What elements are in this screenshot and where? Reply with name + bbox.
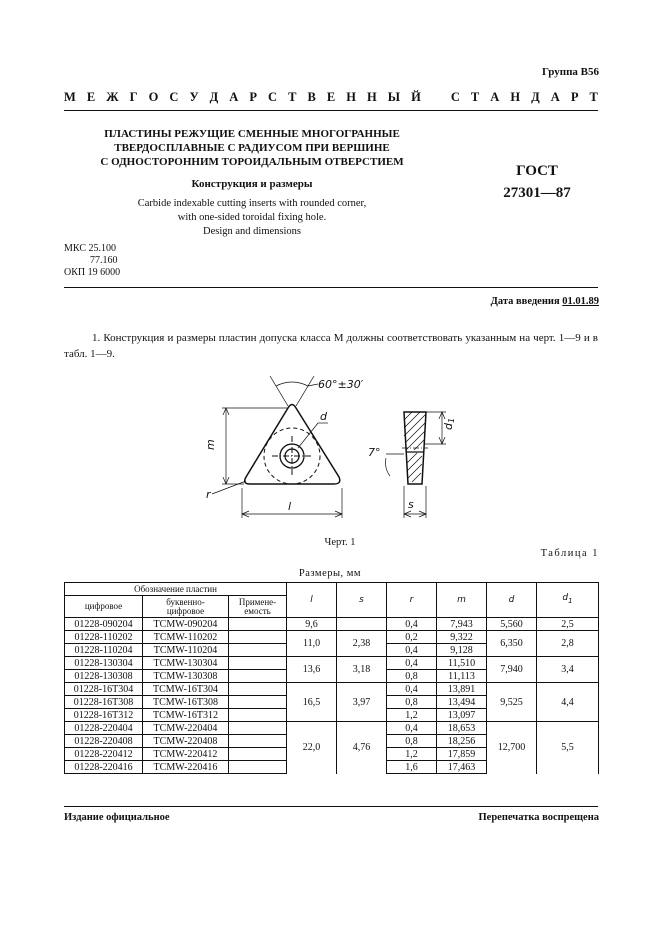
table-number: Таблица 1 bbox=[540, 548, 599, 559]
banner-letter: Н bbox=[346, 90, 356, 104]
cell-digital: 01228-16T312 bbox=[65, 709, 143, 722]
cell-applicability bbox=[229, 618, 287, 631]
cell-digital: 01228-220404 bbox=[65, 722, 143, 735]
banner-letter: А bbox=[229, 90, 239, 104]
angle-label: 60°±30′ bbox=[318, 378, 364, 391]
banner-letter: Т bbox=[470, 90, 480, 104]
footer-reprint: Перепечатка воспрещена bbox=[478, 812, 599, 823]
cell-m: 13,097 bbox=[437, 709, 487, 722]
cell-l: 22,0 bbox=[287, 722, 337, 774]
cell-applicability bbox=[229, 657, 287, 670]
date-label: Дата введения bbox=[490, 296, 560, 307]
cell-l: 11,0 bbox=[287, 631, 337, 657]
cell-d: 12,700 bbox=[487, 722, 537, 774]
cell-r: 0,4 bbox=[387, 722, 437, 735]
cell-m: 11,510 bbox=[437, 657, 487, 670]
cell-d: 5,560 bbox=[487, 618, 537, 631]
cell-m: 13,891 bbox=[437, 683, 487, 696]
cell-digital: 01228-220408 bbox=[65, 735, 143, 748]
banner-letter: О bbox=[148, 90, 159, 104]
dimensions-table bbox=[64, 582, 599, 774]
cell-d1: 2,5 bbox=[537, 618, 599, 631]
header-s: s bbox=[337, 583, 387, 618]
banner-letter: У bbox=[189, 90, 199, 104]
banner-letter: С bbox=[450, 90, 460, 104]
english-title bbox=[72, 197, 432, 239]
cell-l: 13,6 bbox=[287, 657, 337, 683]
cell-m: 17,859 bbox=[437, 748, 487, 761]
cell-r: 1,2 bbox=[387, 748, 437, 761]
table-row bbox=[65, 722, 599, 735]
banner-letter: М bbox=[64, 90, 76, 104]
cell-applicability bbox=[229, 735, 287, 748]
cell-alpha: TCMW-130308 bbox=[143, 670, 229, 683]
cell-d: 7,940 bbox=[487, 657, 537, 683]
cell-m: 11,113 bbox=[437, 670, 487, 683]
cell-d1: 3,4 bbox=[537, 657, 599, 683]
cell-applicability bbox=[229, 670, 287, 683]
cell-alpha: TCMW-16T304 bbox=[143, 683, 229, 696]
header-l: l bbox=[287, 583, 337, 618]
banner-letter: Т bbox=[288, 90, 297, 104]
banner-letter: Е bbox=[86, 90, 96, 104]
title-line: ТВЕРДОСПЛАВНЫЕ С РАДИУСОМ ПРИ ВЕРШИНЕ bbox=[114, 142, 390, 154]
cell-l: 9,6 bbox=[287, 618, 337, 631]
cell-s bbox=[337, 618, 387, 631]
d1-label: d1 bbox=[442, 417, 456, 430]
banner-rule bbox=[64, 110, 598, 111]
cell-applicability bbox=[229, 761, 287, 774]
banner-letter: Н bbox=[366, 90, 377, 104]
cell-d1: 2,8 bbox=[537, 631, 599, 657]
cell-alpha: TCMW-220412 bbox=[143, 748, 229, 761]
banner-letter: Т bbox=[589, 90, 598, 104]
cell-alpha: TCMW-110204 bbox=[143, 644, 229, 657]
cell-digital: 01228-130308 bbox=[65, 670, 143, 683]
cell-alpha: TCMW-220408 bbox=[143, 735, 229, 748]
cell-d1: 5,5 bbox=[537, 722, 599, 774]
cell-m: 13,494 bbox=[437, 696, 487, 709]
banner-letter: Ж bbox=[106, 90, 119, 104]
document-title bbox=[72, 127, 432, 169]
footer-official: Издание официальное bbox=[64, 812, 170, 823]
cell-alpha: TCMW-16T312 bbox=[143, 709, 229, 722]
table-row bbox=[65, 618, 599, 631]
cell-m: 9,322 bbox=[437, 631, 487, 644]
cell-r: 0,4 bbox=[387, 683, 437, 696]
okp-code: ОКП 19 6000 bbox=[64, 267, 121, 278]
mks-code: МКС 25.100 bbox=[64, 243, 116, 254]
banner-letter: С bbox=[268, 90, 278, 104]
header-rule bbox=[64, 287, 598, 288]
cell-digital: 01228-220412 bbox=[65, 748, 143, 761]
cell-digital: 01228-110204 bbox=[65, 644, 143, 657]
cell-applicability bbox=[229, 644, 287, 657]
cell-digital: 01228-110202 bbox=[65, 631, 143, 644]
cell-digital: 01228-16T308 bbox=[65, 696, 143, 709]
cell-m: 7,943 bbox=[437, 618, 487, 631]
cell-d: 9,525 bbox=[487, 683, 537, 722]
date-value: 01.01.89 bbox=[562, 296, 599, 307]
cell-r: 0,4 bbox=[387, 618, 437, 631]
cell-m: 18,653 bbox=[437, 722, 487, 735]
english-title-line: Design and dimensions bbox=[203, 226, 301, 237]
banner-letter: Д bbox=[531, 90, 540, 104]
cell-r: 0,8 bbox=[387, 696, 437, 709]
cell-r: 0,4 bbox=[387, 644, 437, 657]
cell-d: 6,350 bbox=[487, 631, 537, 657]
cell-r: 0,8 bbox=[387, 670, 437, 683]
cell-alpha: TCMW-16T308 bbox=[143, 696, 229, 709]
header-d1: $d_1$ bbox=[537, 583, 599, 618]
banner-letter: Г bbox=[129, 90, 138, 104]
cell-r: 0,8 bbox=[387, 735, 437, 748]
banner-letter: А bbox=[550, 90, 560, 104]
cell-alpha: TCMW-220416 bbox=[143, 761, 229, 774]
cell-digital: 01228-130304 bbox=[65, 657, 143, 670]
table-title: Размеры, мм bbox=[298, 568, 362, 579]
banner-letter: Д bbox=[209, 90, 219, 104]
header-alpha: буквенно- цифровое bbox=[143, 596, 229, 618]
cell-applicability bbox=[229, 709, 287, 722]
d-label: d bbox=[320, 410, 327, 423]
cell-alpha: TCMW-220404 bbox=[143, 722, 229, 735]
standard-number: 27301—87 bbox=[503, 185, 571, 201]
table-row bbox=[65, 631, 599, 644]
document-subtitle: Конструкция и размеры bbox=[191, 178, 313, 190]
cell-s: 3,18 bbox=[337, 657, 387, 683]
banner-letter: Р bbox=[249, 90, 257, 104]
table-row bbox=[65, 657, 599, 670]
m-label: m bbox=[204, 439, 217, 450]
classification-codes bbox=[64, 243, 120, 279]
cell-applicability bbox=[229, 631, 287, 644]
s-label: s bbox=[408, 498, 414, 511]
standard-banner bbox=[64, 90, 598, 105]
cell-r: 1,6 bbox=[387, 761, 437, 774]
header-r: r bbox=[387, 583, 437, 618]
banner-letter: Й bbox=[411, 90, 421, 104]
cell-alpha: TCMW-130304 bbox=[143, 657, 229, 670]
cell-s: 4,76 bbox=[337, 722, 387, 774]
header-m: m bbox=[437, 583, 487, 618]
insert-drawing bbox=[200, 368, 460, 533]
cell-r: 1,2 bbox=[387, 709, 437, 722]
header-d: d bbox=[487, 583, 537, 618]
cell-s: 2,38 bbox=[337, 631, 387, 657]
banner-letter: С bbox=[169, 90, 179, 104]
angle7-label: 7° bbox=[368, 446, 381, 459]
cell-applicability bbox=[229, 696, 287, 709]
cell-digital: 01228-16T304 bbox=[65, 683, 143, 696]
table-row bbox=[65, 683, 599, 696]
english-title-line: Carbide indexable cutting inserts with rounded corner, bbox=[137, 198, 367, 209]
cell-d1: 4,4 bbox=[537, 683, 599, 722]
title-line: ПЛАСТИНЫ РЕЖУЩИЕ СМЕННЫЕ МНОГОГРАННЫЕ bbox=[104, 128, 400, 140]
standard-id bbox=[482, 160, 592, 204]
cell-m: 9,128 bbox=[437, 644, 487, 657]
cell-applicability bbox=[229, 683, 287, 696]
cell-r: 0,2 bbox=[387, 631, 437, 644]
banner-letter: А bbox=[490, 90, 500, 104]
cell-digital: 01228-220416 bbox=[65, 761, 143, 774]
footer-rule bbox=[64, 806, 598, 807]
clause-1: 1. Конструкция и размеры пластин допуска класса М должны соответствовать указанным на черт. 1—9 и в табл. 1—9. bbox=[64, 332, 598, 360]
header-designation: Обозначение пластин bbox=[65, 583, 287, 596]
title-line: С ОДНОСТОРОННИМ ТОРОИДАЛЬНЫМ ОТВЕРСТИЕМ bbox=[100, 156, 404, 168]
banner-letter: Н bbox=[510, 90, 521, 104]
banner-letter: Ы bbox=[387, 90, 401, 104]
cell-s: 3,97 bbox=[337, 683, 387, 722]
banner-letter: Е bbox=[326, 90, 336, 104]
standard-name: ГОСТ bbox=[516, 163, 558, 179]
r-label: r bbox=[206, 488, 211, 501]
group-code: Группа В56 bbox=[541, 66, 599, 78]
cell-m: 17,463 bbox=[437, 761, 487, 774]
banner-letter: В bbox=[307, 90, 316, 104]
mks-code-2: 77.160 bbox=[90, 255, 118, 266]
english-title-line: with one-sided toroidal fixing hole. bbox=[177, 212, 327, 223]
cell-applicability bbox=[229, 748, 287, 761]
header-applicability: Примене- емость bbox=[229, 596, 287, 618]
cell-applicability bbox=[229, 722, 287, 735]
cell-alpha: TCMW-090204 bbox=[143, 618, 229, 631]
l-label: l bbox=[288, 500, 292, 513]
cell-alpha: TCMW-110202 bbox=[143, 631, 229, 644]
cell-m: 18,256 bbox=[437, 735, 487, 748]
cell-r: 0,4 bbox=[387, 657, 437, 670]
header-digital: цифровое bbox=[65, 596, 143, 618]
banner-gap bbox=[432, 90, 440, 105]
effective-date bbox=[491, 296, 599, 307]
figure-caption: Черт. 1 bbox=[324, 537, 356, 548]
cell-l: 16,5 bbox=[287, 683, 337, 722]
cell-digital: 01228-090204 bbox=[65, 618, 143, 631]
banner-letter: Р bbox=[570, 90, 579, 104]
